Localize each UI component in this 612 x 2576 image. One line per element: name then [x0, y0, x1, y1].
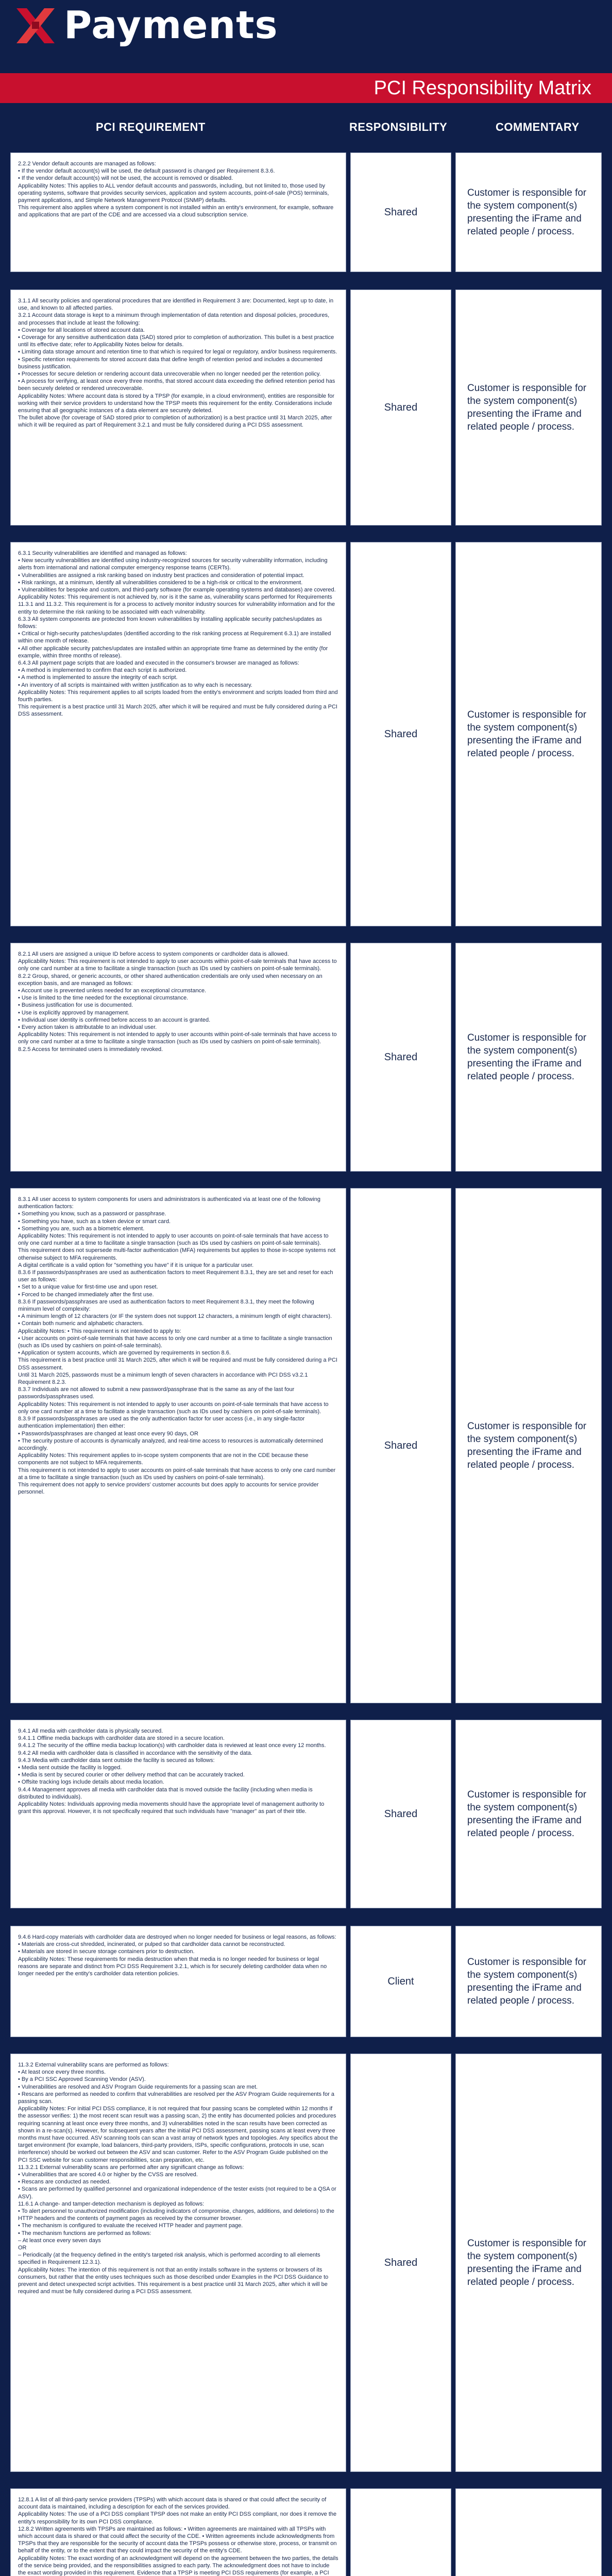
- column-headers: [0, 103, 612, 151]
- responsibility-value: Shared: [384, 2257, 418, 2268]
- responsibility-value: Shared: [384, 1439, 418, 1451]
- page-header: [0, 0, 612, 103]
- table-row: [10, 2488, 602, 2576]
- commentary-cell: [455, 1926, 602, 2037]
- table-row: [10, 290, 602, 526]
- responsibility-cell: [350, 1926, 451, 2037]
- requirement-text: 8.2.1 All users are assigned a unique ID before access to system components or cardholder data is allowed. Applicability Notes: This requirement is not intended to apply to user accounts within point-of-sale terminals that have access to only one card number at a time to facilitate a single transaction (such as IDs used by cashiers on point-of-sale terminals). 8.2.2 Group, shared, or generic accounts, or other shared authentication credentials are only used when necessary on an exception basis, and are managed as follows: • Account use is prevented unless needed for an exceptional circumstance. • Use is limited to the time needed for the exceptional circumstance. • Business justification for use is documented. • Use is explicitly approved by management. • Individual user identity is confirmed before access to an account is granted. • Every action taken is attributable to an individual user. Applicability Notes: This requirement is not intended to apply to user accounts within point-of-sale terminals that have access to only one card number at a time to facilitate a single transaction (such as IDs used by cashiers on point-of-sale terminals). 8.2.5 Access for terminated users is immediately revoked.: [18, 951, 337, 1053]
- commentary-text: Customer is responsible for the system component(s) presenting the iFrame and related people / process.: [467, 1032, 587, 1082]
- commentary-cell: [455, 2054, 602, 2472]
- requirement-cell: [10, 542, 346, 926]
- column-header-requirement: PCI REQUIREMENT: [96, 121, 206, 133]
- responsibility-value: Shared: [384, 1051, 418, 1063]
- requirement-cell: [10, 1926, 346, 2037]
- responsibility-cell: [350, 2054, 451, 2472]
- commentary-text: Customer is responsible for the system component(s) presenting the iFrame and related people / process.: [467, 1421, 587, 1470]
- commentary-text: Customer is responsible for the system component(s) presenting the iFrame and related people / process.: [467, 1957, 587, 2006]
- commentary-cell: [455, 1720, 602, 1908]
- commentary-cell: [455, 542, 602, 926]
- requirement-text: 2.2.2 Vendor default accounts are managed as follows: • If the vendor default account(s) will be used, the default password is changed per Requirement 8.3.6. • If the vendor default account(s) will not be used, the account is removed or disabled. Applicability Notes: This applies to ALL vendor default accounts and passwords, including, but not limited to, those used by operating systems, software that provides security services, application and system accounts, point-of-sale (POS) terminals, payment applications, and Simple Network Management Protocol (SNMP) defaults. This requirement also applies where a system component is not installed within an entity's environment, for example, software and applications that are part of the CDE and are accessed via a cloud subscription service.: [18, 161, 334, 218]
- responsibility-cell: [350, 290, 451, 526]
- requirement-cell: [10, 943, 346, 1172]
- responsibility-cell: [350, 1720, 451, 1908]
- requirement-cell: [10, 2488, 346, 2576]
- table-row: [10, 152, 602, 272]
- requirement-text: 6.3.1 Security vulnerabilities are identified and managed as follows: • New security vulnerabilities are identified using industry-recognized sources for security vulnerability information, including alerts from international and national computer emergency response teams (CERTs). • Vulnerabilities are assigned a risk ranking based on industry best practices and consideration of potential impact. • Risk rankings, at a minimum, identify all vulnerabilities considered to be a high-risk or critical to the environment. • Vulnerabilities for bespoke and custom, and third-party software (for example operating systems and databases) are covered. Applicability Notes: This requirement is not achieved by, nor is it the same as, vulnerability scans performed for Requirements 11.3.1 and 11.3.2. This requirement is for a process to actively monitor industry sources for vulnerability information and for the entity to determine the risk ranking to be associated with each vulnerability. 6.3.3 All system components are protected from known vulnerabilities by installing applicable security patches/updates as follows: • Critical or high-security patches/updates (identified according to the risk ranking process at Requirement 6.3.1) are installed within one month of release. • All other applicable security patches/updates are installed within an appropriate time frame as determined by the entity (for example, within three months of release). 6.4.3 All payment page scripts that are loaded and executed in the consumer's browser are managed as follows: • A method is implemented to confirm that each script is authorized. • A method is implemented to assure the integrity of each script. • An inventory of all scripts is maintained with written justification as to why each is necessary. Applicability Notes: This requirement applies to all scripts loaded from the entity's environment and scripts loaded from third and fourth parties. This requirement is a best practice until 31 March 2025, after which it will be required and must be fully considered during a PCI DSS assessment.: [18, 550, 338, 718]
- commentary-cell: [455, 290, 602, 526]
- requirement-text: 8.3.1 All user access to system components for users and administrators is authenticated via at least one of the following authentication factors: • Something you know, such as a password or passphrase. • Something you have, such as a token device or smart card. • Something you are, such as a biometric element. Applicability Notes: This requirement is not intended to apply to user accounts on point-of-sale terminals that have access to only one card number at a time to facilitate a single transaction (such as IDs used by cashiers on point-of-sale terminals). This requirement does not supersede multi-factor authentication (MFA) requirements but applies to those in-scope systems not otherwise subject to MFA requirements. A digital certificate is a valid option for "something you have" if it is unique for a particular user. 8.3.6 If passwords/passphrases are used as authentication factors to meet Requirement 8.3.1, they are set and reset for each user as follows: • Set to a unique value for first-time use and upon reset. • Forced to be changed immediately after the first use. 8.3.6 If passwords/passphrases are used as authentication factors to meet Requirement 8.3.1, they meet the following minimum level of complexity: • A minimum length of 12 characters (or IF the system does not support 12 characters, a minimum length of eight characters). • Contain both numeric and alphabetic characters. Applicability Notes: • This requirement is not intended to apply to: • User accounts on point-of-sale terminals that have access to only one card number at a time to facilitate a single transaction (such as IDs used by cashiers on point-of-sale terminals). • Application or system accounts, which are governed by requirements in section 8.6. This requirement is a best practice until 31 March 2025, after which it will be required and must be fully considered during a PCI DSS assessment. Until 31 March 2025, passwords must be a minimum length of seven characters in accordance with PCI DSS v3.2.1 Requirement 8.2.3. 8.3.7 Individuals are not allowed to submit a new password/passphrase that is the same as any of the last four passwords/passphrases used. Applicability Notes: This requirement is not intended to apply to user accounts on point-of-sale terminals that have access to only one card number at a time to facilitate a single transaction (such as IDs used by cashiers on point-of-sale terminals). 8.3.9 If passwords/passphrases are used as the only authentication factor for user access (i.e., in any single-factor authentication implementation) then either: • Passwords/passphrases are changed at least once every 90 days, OR • The security posture of accounts is dynamically analyzed, and real-time access to resources is automatically determined accordingly. Applicability Notes: This requirement applies to in-scope system components that are not in the CDE because these components are not subject to MFA requirements. This requirement is not intended to apply to user accounts on point-of-sale terminals that have access to only one card number at a time to facilitate a single transaction (such as IDs used by cashiers on point-of-sale terminals). This requirement does not apply to service providers' customer accounts but does apply to accounts for service provider personnel.: [18, 1196, 337, 1496]
- requirement-text: 9.4.6 Hard-copy materials with cardholder data are destroyed when no longer needed for business or legal reasons, as follows: • Materials are cross-cut shredded, incinerated, or pulped so that cardholder data cannot be reconstructed. • Materials are stored in secure storage containers prior to destruction. Applicability Notes: These requirements for media destruction when that media is no longer needed for business or legal reasons are separate and distinct from PCI DSS Requirement 3.2.1, which is for securely deleting cardholder data when no longer needed per the entity's cardholder data retention policies.: [18, 1934, 336, 1977]
- commentary-text: Customer is responsible for the system component(s) presenting the iFrame and related people / process.: [467, 1789, 587, 1839]
- page-title: PCI Responsibility Matrix: [373, 77, 591, 99]
- requirement-cell: [10, 2054, 346, 2472]
- commentary-cell: [455, 152, 602, 272]
- brand-logo: [13, 3, 278, 47]
- table-row: [10, 1926, 602, 2037]
- table-row: [10, 1720, 602, 1908]
- requirement-text: 12.8.1 A list of all third-party service providers (TPSPs) with which account data is shared or that could affect the security of account data is maintained, including a description for each of the services provided. Applicability Notes: The use of a PCI DSS compliant TPSP does not make an entity PCI DSS compliant, nor does it remove the entity's responsibility for its own PCI DSS compliance. 12.8.2 Written agreements with TPSPs are maintained as follows: • Written agreements are maintained with all TPSPs with which account data is shared or that could affect the security of the CDE. • Written agreements include acknowledgments from TPSPs that they are responsible for the security of account data the TPSPs possess or otherwise store, process, or transmit on behalf of the entity, or to the extent that they could impact the security of the entity's CDE. Applicability Notes: The exact wording of an acknowledgment will depend on the agreement between the two parties, the details of the service being provided, and the responsibilities assigned to each party. The acknowledgment does not have to include the exact wording provided in this requirement. Evidence that a TPSP is meeting PCI DSS requirements (for example, a PCI: [18, 2497, 338, 2576]
- requirement-cell: [10, 1720, 346, 1908]
- x-mark-icon: [13, 3, 58, 47]
- requirement-text: 9.4.1 All media with cardholder data is physically secured. 9.4.1.1 Offline media backups with cardholder data are stored in a secure location. 9.4.1.2 The security of the offline media backup location(s) with cardholder data is reviewed at least once every 12 months. 9.4.2 All media with cardholder data is classified in accordance with the sensitivity of the data. 9.4.3 Media with cardholder data sent outside the facility is secured as follows: • Media sent outside the facility is logged. • Media is sent by secured courier or other delivery method that can be accurately tracked. • Offsite tracking logs include details about media location. 9.4.4 Management approves all media with cardholder data that is moved outside the facility (including when media is distributed to individuals). Applicability Notes: Individuals approving media movements should have the appropriate level of management authority to grant this approval. However, it is not specifically required that such individuals have "manager" as part of their title.: [18, 1728, 326, 1815]
- commentary-text: Customer is responsible for the system component(s) presenting the iFrame and related people / process.: [467, 188, 587, 237]
- requirement-cell: [10, 290, 346, 526]
- requirement-text: 11.3.2 External vulnerability scans are performed as follows: • At least once every three months. • By a PCI SSC Approved Scanning Vendor (ASV). • Vulnerabilities are resolved and ASV Program Guide requirements for a passing scan are met. • Rescans are performed as needed to confirm that vulnerabilities are resolved per the ASV Program Guide requirements for a passing scan. Applicability Notes: For initial PCI DSS compliance, it is not required that four passing scans be completed within 12 months if the assessor verifies: 1) the most recent scan result was a passing scan, 2) the entity has documented policies and procedures requiring scanning at least once every three months, and 3) vulnerabilities noted in the scan results have been corrected as shown in a re-scan(s). However, for subsequent years after the initial PCI DSS assessment, passing scans at least every three months must have occurred. ASV scanning tools can scan a vast array of network types and topologies. Any specifics about the target environment (for example, load balancers, third-party providers, ISPs, specific configurations, protocols in use, scan interference) should be worked out between the ASV and scan customer. Refer to the ASV Program Guide published on the PCI SSC website for scan customer responsibilities, scan preparation, etc. 11.3.2.1 External vulnerability scans are performed after any significant change as follows: • Vulnerabilities that are scored 4.0 or higher by the CVSS are resolved. • Rescans are conducted as needed. • Scans are performed by qualified personnel and organizational independence of the tester exists (not required to be a QSA or ASV). 11.6.1 A change- and tamper-detection mechanism is deployed as follows: • To alert personnel to unauthorized modification (including indicators of compromise, changes, additions, and deletions) to the HTTP headers and the contents of payment pages as received by the consumer browser. • The mechanism is configured to evaluate the received HTTP header and payment page. • The mechanism functions are performed as follows: – At least once every seven days OR – Periodically (at the frequency defined in the entity's targeted risk analysis, which is performed according to all elements specified in Requirement 12.3.1). Applicability Notes: The intention of this requirement is not that an entity installs software in the systems or browsers of its consumers, but rather that the entity uses techniques such as those described under Examples in the PCI DSS Guidance to prevent and detect unexpected script activities. This requirement is a best practice until 31 March 2025, after which it will be required and must be fully considered during a PCI DSS assessment.: [18, 2062, 338, 2295]
- responsibility-cell: [350, 943, 451, 1172]
- responsibility-value: Shared: [384, 728, 418, 740]
- commentary-cell: [455, 2488, 602, 2576]
- responsibility-cell: [350, 1188, 451, 1703]
- column-header-commentary: COMMENTARY: [496, 121, 580, 133]
- responsibility-cell: [350, 542, 451, 926]
- title-bar: [0, 73, 612, 103]
- commentary-cell: [455, 943, 602, 1172]
- table-row: [10, 943, 602, 1172]
- column-header-responsibility: RESPONSIBILITY: [349, 121, 448, 133]
- commentary-text: Customer is responsible for the system component(s) presenting the iFrame and related people / process.: [467, 709, 587, 759]
- table-row: [10, 542, 602, 926]
- responsibility-value: Shared: [384, 206, 418, 218]
- requirement-cell: [10, 1188, 346, 1703]
- responsibility-value: Shared: [384, 401, 418, 413]
- responsibility-value: Shared: [384, 1808, 418, 1820]
- responsibility-cell: [350, 2488, 451, 2576]
- table-row: [10, 1188, 602, 1703]
- commentary-text: Customer is responsible for the system component(s) presenting the iFrame and related people / process.: [467, 2238, 587, 2287]
- responsibility-cell: [350, 152, 451, 272]
- commentary-text: Customer is responsible for the system component(s) presenting the iFrame and related people / process.: [467, 383, 587, 432]
- brand-name: Payments: [64, 3, 278, 47]
- requirement-cell: [10, 152, 346, 272]
- commentary-cell: [455, 1188, 602, 1703]
- table-row: [10, 2054, 602, 2472]
- requirement-text: 3.1.1 All security policies and operational procedures that are identified in Requirement 3 are: Documented, kept up to date, in use, and known to all affected parties. 3.2.1 Account data storage is kept to a minimum through implementation of data retention and disposal policies, procedures, and processes that include at least the following: • Coverage for all locations of stored account data. • Coverage for any sensitive authentication data (SAD) stored prior to completion of authorization. This bullet is a best practice until its effective date; refer to Applicability Notes below for details. • Limiting data storage amount and retention time to that which is required for legal or regulatory, and/or business requirements. • Specific retention requirements for stored account data that define length of retention period and includes a documented business justification. • Processes for secure deletion or rendering account data unrecoverable when no longer needed per the retention policy. • A process for verifying, at least once every three months, that stored account data exceeding the defined retention period has been securely deleted or rendered unrecoverable. Applicability Notes: Where account data is stored by a TPSP (for example, in a cloud environment), entities are responsible for working with their service providers to understand how the TPSP meets this requirement for the entity. Considerations include ensuring that all geographic instances of a data element are securely deleted. The bullet above (for coverage of SAD stored prior to completion of authorization) is a best practice until 31 March 2025, after which it will be required as part of Requirement 3.2.1 and must be fully considered during a PCI DSS assessment.: [18, 298, 337, 429]
- responsibility-value: Client: [387, 1975, 414, 1987]
